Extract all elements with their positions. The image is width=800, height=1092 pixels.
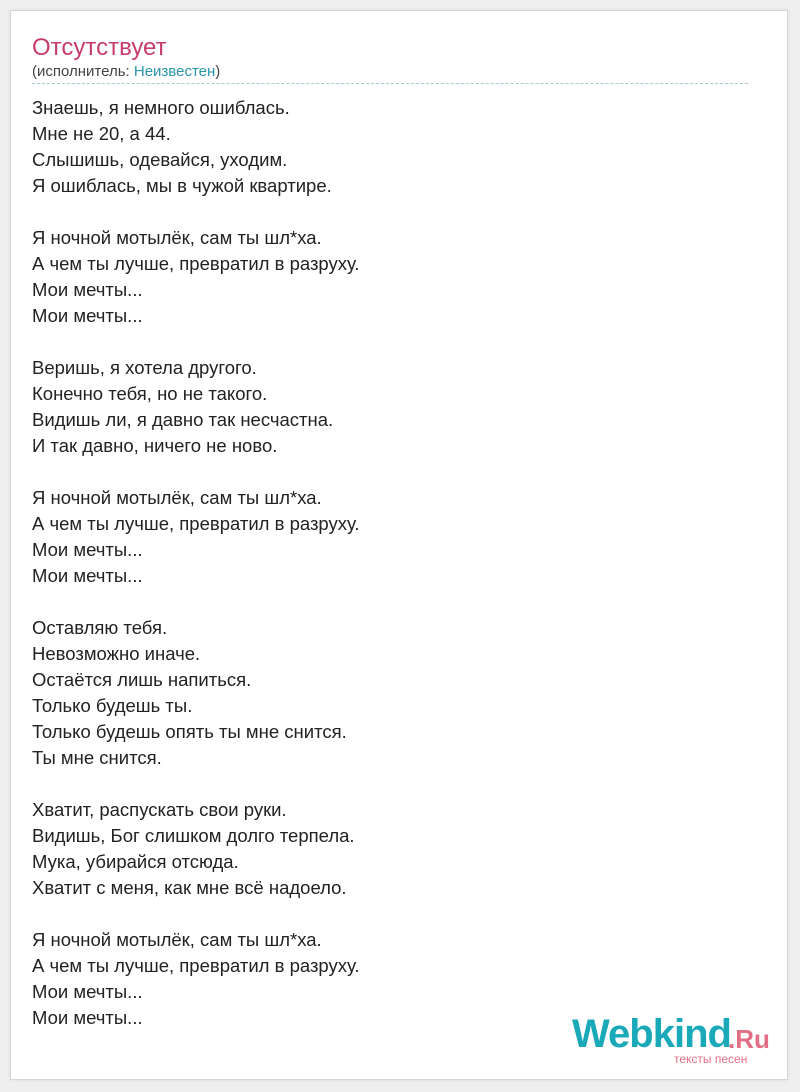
- lyrics-line: Оставляю тебя.: [32, 617, 168, 638]
- lyrics-line: Я ошиблась, мы в чужой квартире.: [32, 175, 332, 196]
- artist-suffix: ): [215, 63, 221, 80]
- lyrics-line: Хватит, распускать свои руки.: [32, 799, 287, 820]
- song-title: Отсутствует: [32, 34, 167, 61]
- lyrics-stanza: [32, 797, 360, 901]
- lyrics-stanza: [32, 485, 360, 589]
- lyrics-line: И так давно, ничего не ново.: [32, 435, 278, 456]
- lyrics-line: Мои мечты...: [32, 539, 143, 560]
- lyrics-line: Мои мечты...: [32, 565, 143, 586]
- lyrics-stanza: [32, 927, 360, 1031]
- lyrics-line: Я ночной мотылёк, сам ты шл*ха.: [32, 929, 322, 950]
- lyrics-line: Мои мечты...: [32, 305, 143, 326]
- lyrics-line: Мои мечты...: [32, 981, 143, 1002]
- lyrics-line: Остаётся лишь напиться.: [32, 669, 252, 690]
- lyrics-line: Слышишь, одевайся, уходим.: [32, 149, 288, 170]
- lyrics-stanza: [32, 355, 360, 459]
- lyrics-line: Веришь, я хотела другого.: [32, 357, 257, 378]
- lyrics-line: Мои мечты...: [32, 1007, 143, 1028]
- lyrics-line: А чем ты лучше, превратил в разруху.: [32, 253, 360, 274]
- logo-tagline: тексты песен: [674, 1052, 748, 1066]
- lyrics-line: Видишь, Бог слишком долго терпела.: [32, 825, 355, 846]
- lyrics-line: Конечно тебя, но не такого.: [32, 383, 268, 404]
- lyrics-stanza: [32, 225, 360, 329]
- logo-domain-suffix: .Ru: [728, 1024, 770, 1054]
- artist-prefix: (исполнитель:: [32, 63, 134, 80]
- lyrics-line: Я ночной мотылёк, сам ты шл*ха.: [32, 227, 322, 248]
- lyrics-line: Мука, убирайся отсюда.: [32, 851, 239, 872]
- lyrics-stanza: [32, 95, 360, 199]
- header-divider: [32, 83, 748, 84]
- logo-wordmark: Webkind: [572, 1012, 731, 1056]
- lyrics-line: Только будешь опять ты мне снится.: [32, 721, 347, 742]
- lyrics-stanza: [32, 615, 360, 771]
- lyrics-line: Ты мне снится.: [32, 747, 162, 768]
- lyrics-line: А чем ты лучше, превратил в разруху.: [32, 955, 360, 976]
- artist-link[interactable]: Неизвестен: [133, 63, 216, 80]
- lyrics-line: Я ночной мотылёк, сам ты шл*ха.: [32, 487, 322, 508]
- lyrics-line: Хватит с меня, как мне всё надоело.: [32, 877, 347, 898]
- lyrics-line: Мои мечты...: [32, 279, 143, 300]
- site-logo[interactable]: [572, 1008, 772, 1068]
- lyrics-line: Мне не 20, а 44.: [32, 123, 171, 144]
- artist-line: [32, 63, 220, 81]
- lyrics-line: Только будешь ты.: [32, 695, 193, 716]
- lyrics-line: Видишь ли, я давно так несчастна.: [32, 409, 334, 430]
- lyrics-line: А чем ты лучше, превратил в разруху.: [32, 513, 360, 534]
- lyrics-line: Невозможно иначе.: [32, 643, 201, 664]
- lyrics-body: [32, 95, 360, 1057]
- lyrics-line: Знаешь, я немного ошиблась.: [32, 97, 290, 118]
